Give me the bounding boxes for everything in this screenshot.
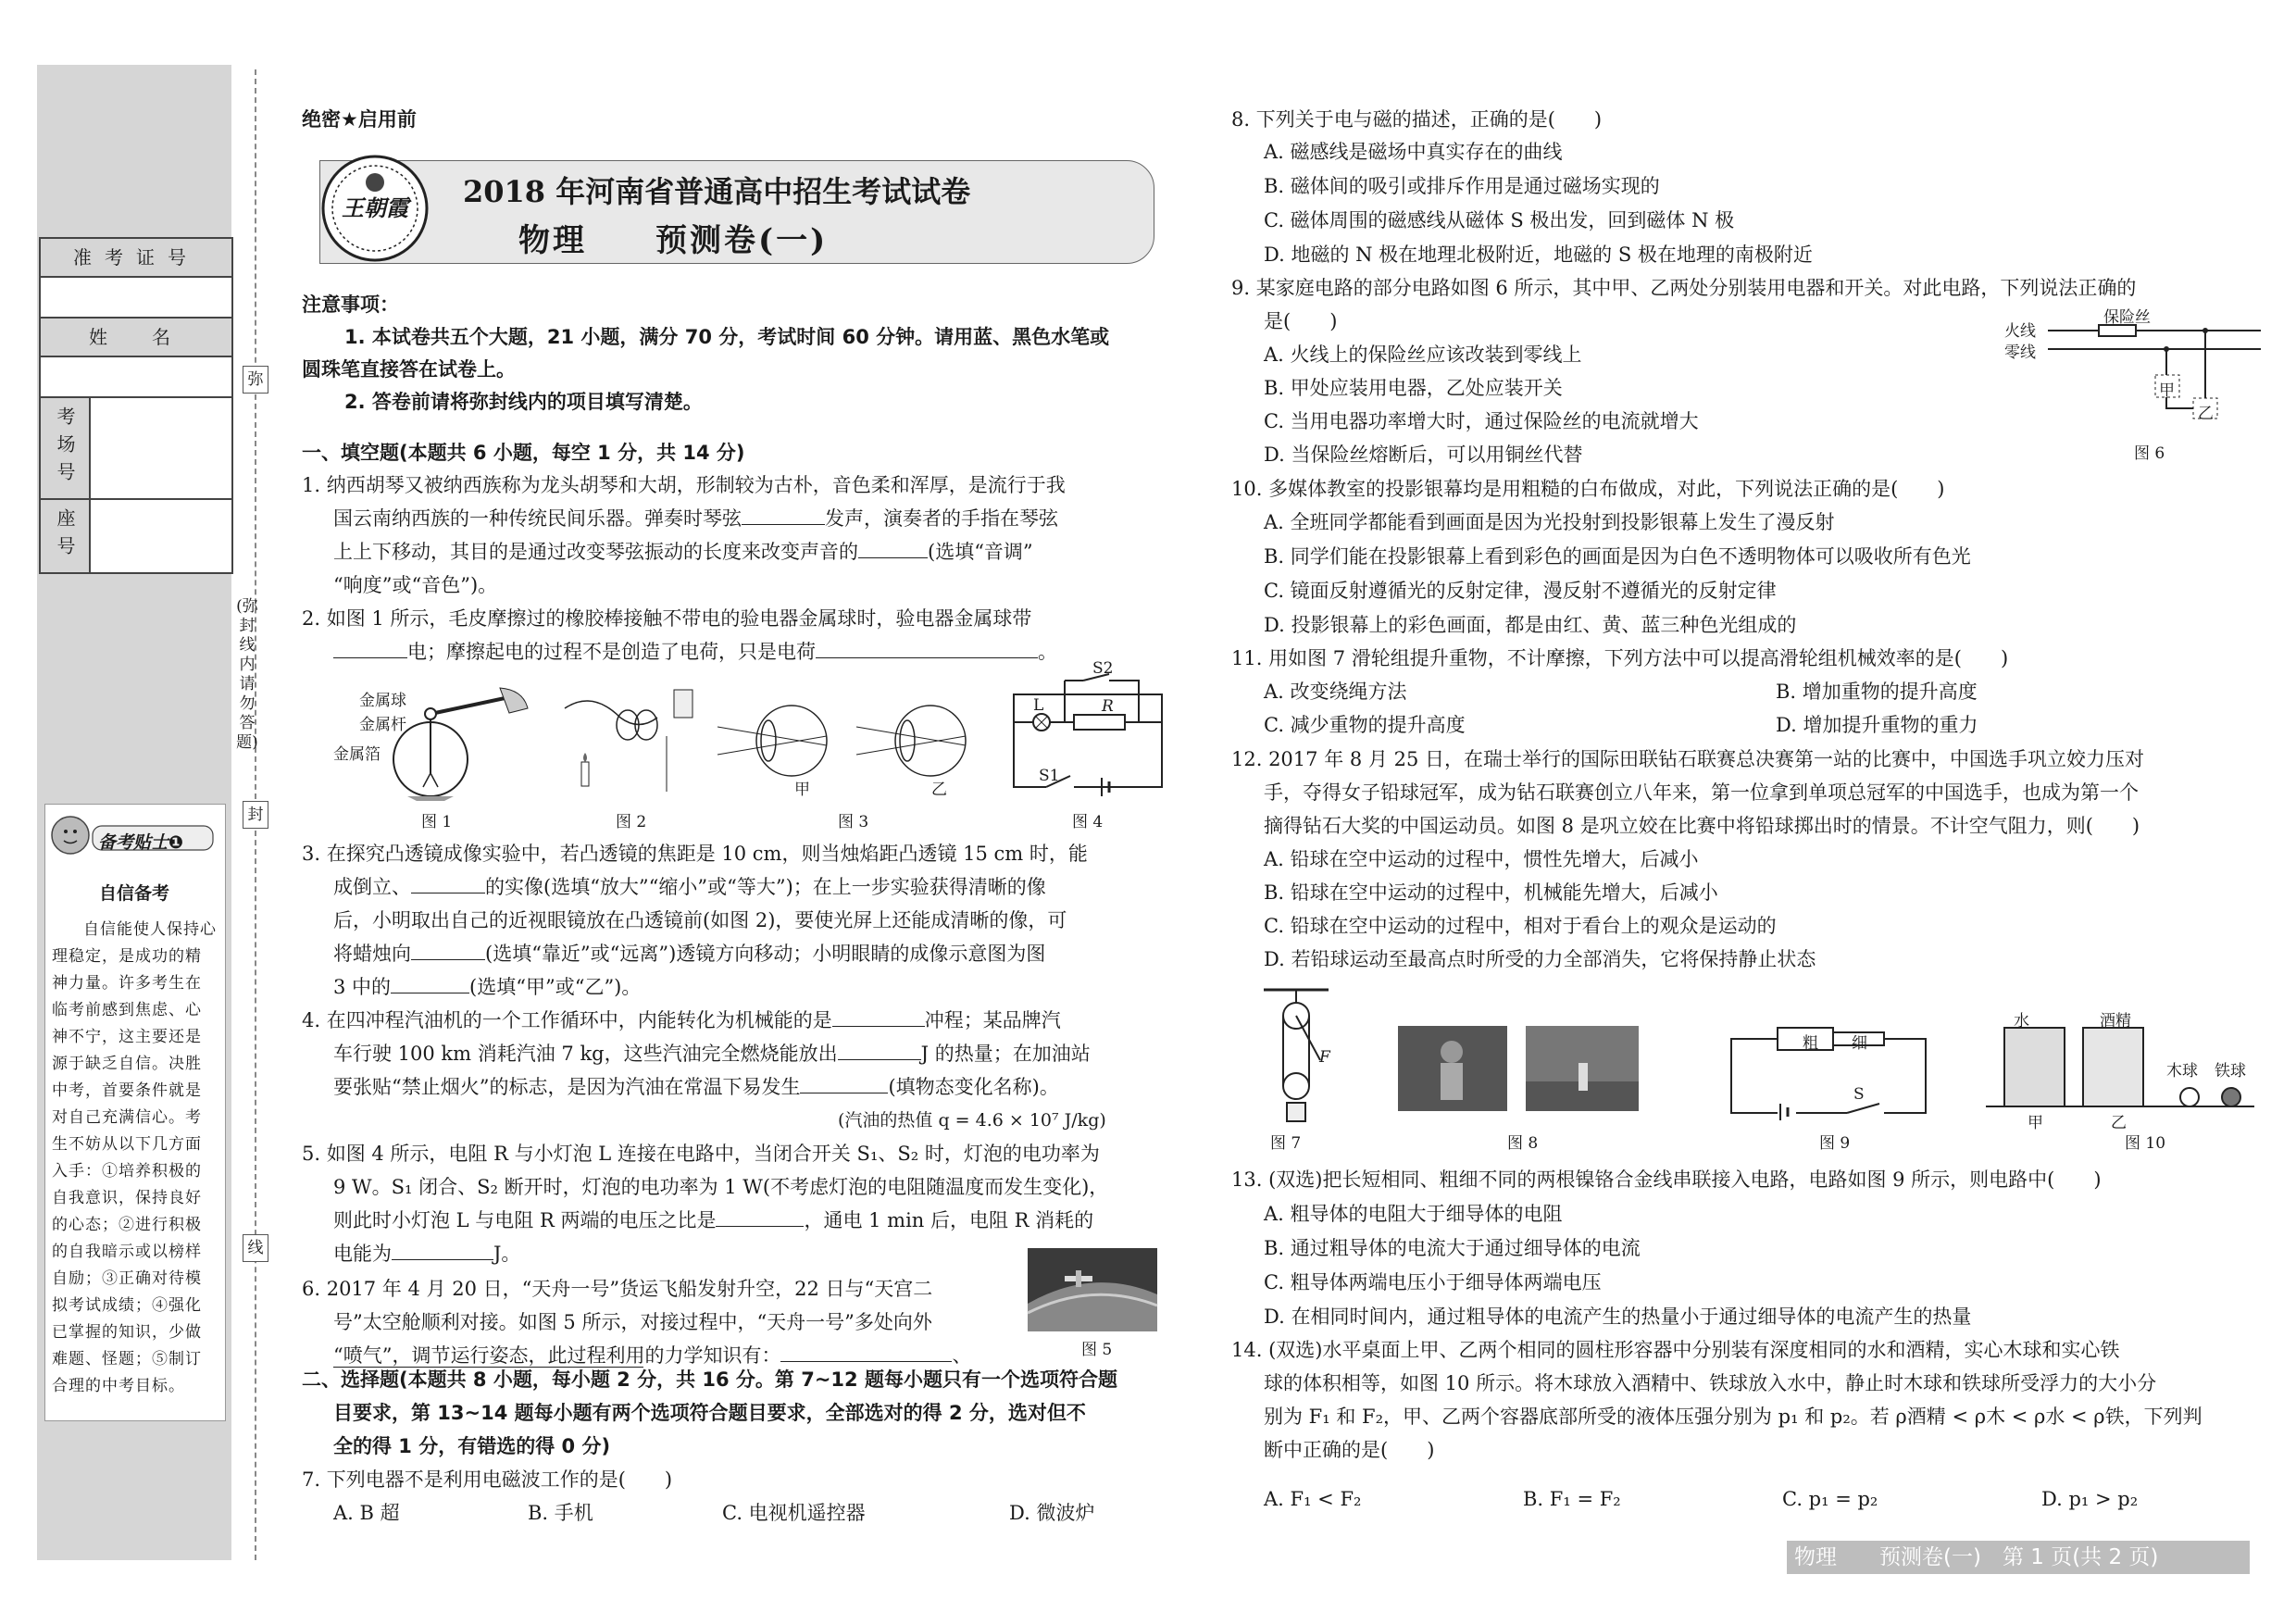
logo-text: 王朝霞 — [342, 195, 408, 221]
answer-blank[interactable] — [333, 639, 407, 658]
figure-2-lens-glasses — [555, 681, 704, 801]
section2-line1: 二、选择题(本题共 8 小题，每小题 2 分，共 16 分。第 7~12 题每小题只有一个选项符合题 — [302, 1368, 1117, 1391]
fig7-caption: 图 7 — [1270, 1134, 1302, 1153]
fig1-caption: 图 1 — [421, 813, 453, 831]
fig10-label-water: 水 — [2014, 1012, 2029, 1031]
answer-blank[interactable] — [816, 639, 1038, 658]
q10-option-d[interactable]: D. 投影银幕上的彩色画面，都是由红、黄、蓝三种色光组成的 — [1264, 614, 1797, 636]
fig10-label-jia: 甲 — [2028, 1114, 2043, 1132]
footer-text: 物理 预测卷(一) 第 1 页(共 2 页) — [1794, 1545, 2159, 1569]
notice-line-3: 2. 答卷前请将弥封线内的项目填写清楚。 — [344, 391, 703, 413]
q11-option-b[interactable]: B. 增加重物的提升高度 — [1776, 681, 1978, 703]
q8-stem: 8. 下列关于电与磁的描述，正确的是( ) — [1231, 108, 1603, 131]
q12-line3: 摘得钻石大奖的中国运动员。如图 8 是巩立姣在比赛中将铅球掷出时的情景。不计空气阻力，则( ) — [1264, 815, 2140, 837]
q10-option-b[interactable]: B. 同学们能在投影银幕上看到彩色的画面是因为白色不透明物体可以吸收所有色光 — [1264, 545, 1971, 568]
figure-9-wire-circuit — [1727, 1018, 1930, 1120]
fig2-caption: 图 2 — [616, 813, 647, 831]
fig9-label-thin: 细 — [1852, 1034, 1867, 1053]
q14-option-b[interactable]: B. F₁ = F₂ — [1523, 1488, 1621, 1510]
fig6-caption: 图 6 — [2134, 444, 2165, 463]
figure-6-household-circuit — [2048, 310, 2261, 435]
q7-option-d[interactable]: D. 微波炉 — [1009, 1502, 1095, 1524]
answer-blank[interactable] — [800, 1074, 888, 1093]
fig9-label-S: S — [1853, 1085, 1865, 1104]
q1-line2: 国云南纳西族的一种传统民间乐器。弹奏时琴弦 发声，演奏者的手指在琴弦 — [333, 507, 1058, 530]
page-footer — [1787, 1541, 2250, 1574]
q5-line3: 则此时小灯泡 L 与电阻 R 两端的电压之比是 ，通电 1 min 后，电阻 R 消耗的 — [333, 1209, 1094, 1231]
q10-stem: 10. 多媒体教室的投影银幕均是用粗糙的白布做成，对此，下列说法正确的是( ) — [1231, 478, 1945, 500]
name-label: 姓 名 — [41, 319, 231, 357]
fig6-label-fuse: 保险丝 — [2103, 308, 2151, 327]
fig9-label-thick: 粗 — [1803, 1034, 1818, 1053]
q5-line4: 电能为 J。 — [333, 1243, 521, 1265]
fig9-caption: 图 9 — [1819, 1134, 1851, 1153]
q4-line1: 4. 在四冲程汽油机的一个工作循环中，内能转化为机械能的是 冲程；某品牌汽 — [302, 1009, 1061, 1031]
q3-line2: 成倒立、 的实像(选填“放大”“缩小”或“等大”)；在上一步实验获得清晰的像 — [333, 876, 1046, 898]
q14-option-d[interactable]: D. p₁ > p₂ — [2041, 1488, 2139, 1510]
room-label: 考场号 — [41, 398, 91, 498]
section2-line2: 目要求，第 13~14 题每小题有两个选项符合题目要求，全部选对的得 2 分，选对但不 — [333, 1402, 1086, 1424]
fig10-label-alcohol: 酒精 — [2100, 1012, 2131, 1031]
q9-option-c[interactable]: C. 当用电器功率增大时，通过保险丝的电流就增大 — [1264, 410, 1699, 432]
fig3-label-jia: 甲 — [794, 781, 810, 799]
q13-option-a[interactable]: A. 粗导体的电阻大于细导体的电阻 — [1264, 1203, 1563, 1225]
subject-title: 物理 预测卷(一) — [518, 222, 829, 259]
fig8-caption: 图 8 — [1507, 1134, 1539, 1153]
q7-option-a[interactable]: A. B 超 — [333, 1502, 400, 1524]
q7-option-b[interactable]: B. 手机 — [528, 1502, 593, 1524]
notice-title: 注意事项： — [302, 294, 399, 316]
figure-3-eye-diagrams — [718, 690, 995, 792]
tip-banner-label: 备考贴士❶ — [98, 832, 184, 853]
q12-option-d[interactable]: D. 若铅球运动至最高点时所受的力全部消失，它将保持静止状态 — [1264, 948, 1816, 970]
q3-line4: 将蜡烛向 (选填“靠近”或“远离”)透镜方向移动；小明眼睛的成像示意图为图 — [333, 943, 1046, 965]
answer-blank[interactable] — [780, 1343, 952, 1362]
q10-option-c[interactable]: C. 镜面反射遵循光的反射定律，漫反射不遵循光的反射定律 — [1264, 580, 1777, 602]
answer-blank[interactable] — [858, 539, 928, 558]
q13-stem: 13. (双选)把长短相同、粗细不同的两根镍铬合金线串联接入电路，电路如图 9 所示，则电路中( ) — [1231, 1168, 2102, 1191]
answer-blank[interactable] — [391, 974, 469, 993]
fig6-label-yi: 乙 — [2198, 405, 2214, 423]
q8-option-d[interactable]: D. 地磁的 N 极在地理北极附近，地磁的 S 极在地理的南极附近 — [1264, 244, 1813, 266]
q6-line1: 6. 2017 年 4 月 20 日，“天舟一号”货运飞船发射升空，22 日与“天宫二 — [302, 1278, 933, 1300]
fig1-label-rod: 金属杆 — [359, 716, 406, 734]
q13-option-c[interactable]: C. 粗导体两端电压小于细导体两端电压 — [1264, 1271, 1602, 1293]
q14-line1: 14. (双选)水平桌面上甲、乙两个相同的圆柱形容器中分别装有深度相同的水和酒精，实心木球和实心铁 — [1231, 1339, 2120, 1361]
fig6-label-jia: 甲 — [2159, 381, 2175, 400]
section1-heading: 一、填空题(本题共 6 小题，每空 1 分，共 14 分) — [302, 442, 745, 464]
q6-line3: “喷气”，调节运行姿态，此过程利用的力学知识有： 、 — [333, 1344, 972, 1367]
figure-4-circuit — [1009, 667, 1171, 796]
seal-char-feng: 封 — [243, 801, 268, 829]
q7-stem: 7. 下列电器不是利用电磁波工作的是( ) — [302, 1468, 673, 1491]
candidate-info-box — [39, 237, 233, 574]
room-field[interactable] — [91, 398, 231, 498]
q9-stem-line2: 是( ) — [1264, 310, 1338, 332]
q14-option-c[interactable]: C. p₁ = p₂ — [1782, 1488, 1878, 1510]
name-field[interactable] — [41, 357, 231, 398]
q2-line2: 电；摩擦起电的过程不是创造了电荷，只是电荷 。 — [333, 639, 1057, 665]
q12-option-a[interactable]: A. 铅球在空中运动的过程中，惯性先增大，后减小 — [1264, 848, 1699, 870]
seat-label: 座号 — [41, 500, 91, 572]
fig5-caption: 图 5 — [1081, 1341, 1113, 1359]
q12-option-b[interactable]: B. 铅球在空中运动的过程中，机械能先增大，后减小 — [1264, 881, 1718, 904]
q3-line1: 3. 在探究凸透镜成像实验中，若凸透镜的焦距是 10 cm，则当烛焰距凸透镜 15 cm 时，能 — [302, 843, 1088, 865]
seat-field[interactable] — [91, 500, 231, 572]
q3-line5: 3 中的 (选填“甲”或“乙”)。 — [333, 976, 642, 998]
fig6-label-zero-line: 零线 — [2004, 344, 2036, 362]
q13-option-b[interactable]: B. 通过粗导体的电流大于通过细导体的电流 — [1264, 1237, 1641, 1259]
q11-option-d[interactable]: D. 增加提升重物的重力 — [1776, 714, 1978, 736]
answer-blank[interactable] — [392, 1241, 493, 1260]
q1-line4: “响度”或“音色”)。 — [333, 574, 498, 596]
fig4-label-R: R — [1102, 697, 1114, 716]
seal-char-mi: 弥 — [243, 366, 268, 394]
q2-line1: 2. 如图 1 所示，毛皮摩擦过的橡胶棒接触不带电的验电器金属球时，验电器金属球带 — [302, 607, 1032, 630]
q12-option-c[interactable]: C. 铅球在空中运动的过程中，相对于看台上的观众是运动的 — [1264, 915, 1777, 937]
notice-line-1: 1. 本试卷共五个大题，21 小题，满分 70 分，考试时间 60 分钟。请用蓝、黑色水笔或 — [344, 326, 1110, 348]
q12-line2: 手，夺得女子铅球冠军，成为钻石联赛创立八年来，第一位拿到单项总冠军的中国选手，也成为第一个 — [1264, 781, 2139, 804]
q14-option-a[interactable]: A. F₁ < F₂ — [1264, 1488, 1362, 1510]
q5-line1: 5. 如图 4 所示，电阻 R 与小灯泡 L 连接在电路中，当闭合开关 S₁、S₂ 时，灯泡的电功率为 — [302, 1143, 1100, 1165]
secret-label: 绝密★启用前 — [302, 108, 417, 131]
q9-option-a[interactable]: A. 火线上的保险丝应该改装到零线上 — [1264, 344, 1582, 366]
q4-line3: 要张贴“禁止烟火”的标志，是因为汽油在常温下易发生 (填物态变化名称)。 — [333, 1076, 1059, 1098]
q7-option-c[interactable]: C. 电视机遥控器 — [722, 1502, 866, 1524]
q9-stem-line1: 9. 某家庭电路的部分电路如图 6 所示，其中甲、乙两处分别装用电器和开关。对此电路，下列说法正确的 — [1231, 277, 2137, 299]
q14-line3: 别为 F₁ 和 F₂，甲、乙两个容器底部所受的液体压强分别为 p₁ 和 p₂。若 ρ酒精 < ρ木 < ρ水 < ρ铁，下列判 — [1264, 1406, 2202, 1428]
q14-line4: 断中正确的是( ) — [1264, 1439, 1435, 1461]
q13-option-d[interactable]: D. 在相同时间内，通过粗导体的电流产生的热量小于通过细导体的电流产生的热量 — [1264, 1306, 1972, 1328]
answer-blank[interactable] — [411, 941, 485, 960]
fig10-label-yi: 乙 — [2111, 1114, 2127, 1132]
answer-blank[interactable] — [742, 506, 825, 525]
q11-stem: 11. 用如图 7 滑轮组提升重物，不计摩擦，下列方法中可以提高滑轮组机械效率的是( ) — [1231, 647, 2009, 669]
fig10-label-iron: 铁球 — [2215, 1062, 2246, 1081]
answer-blank[interactable] — [411, 874, 485, 893]
seal-note: (弥封线内请勿答题) — [236, 597, 258, 752]
fig7-label-F: F — [1319, 1048, 1330, 1067]
q11-option-a[interactable]: A. 改变绕绳方法 — [1264, 681, 1407, 703]
exam-number-field[interactable] — [41, 278, 231, 319]
q8-option-b[interactable]: B. 磁体间的吸引或排斥作用是通过磁场实现的 — [1264, 175, 1660, 197]
fig1-label-ball: 金属球 — [359, 692, 406, 710]
fig10-label-wood: 木球 — [2166, 1062, 2198, 1081]
q8-option-a[interactable]: A. 磁感线是磁场中真实存在的曲线 — [1264, 141, 1563, 163]
notice-line-2: 圆珠笔直接答在试卷上。 — [302, 358, 516, 381]
figure-8-shotput-photos — [1398, 1026, 1639, 1111]
tip-title: 自信备考 — [98, 883, 169, 904]
fig4-caption: 图 4 — [1072, 813, 1104, 831]
fig4-label-S2: S2 — [1092, 659, 1114, 678]
q1-line3: 上上下移动，其目的是通过改变琴弦振动的长度来改变声音的 (选填“音调” — [333, 541, 1033, 563]
q1-line1: 1. 纳西胡琴又被纳西族称为龙头胡琴和大胡，形制较为古朴，音色柔和浑厚，是流行于我 — [302, 474, 1066, 496]
q6-line2: 号”太空舱顺利对接。如图 5 所示，对接过程中，“天舟一号”多处向外 — [333, 1311, 932, 1333]
q10-option-a[interactable]: A. 全班同学都能看到画面是因为光投射到投影银幕上发生了漫反射 — [1264, 511, 1835, 533]
fig3-label-yi: 乙 — [931, 781, 947, 799]
exam-number-label: 准考证号 — [41, 239, 231, 278]
exam-title: 2018 年河南省普通高中招生考试试卷 — [463, 174, 971, 209]
q4-line4: (汽油的热值 q = 4.6 × 10⁷ J/kg) — [838, 1110, 1106, 1131]
answer-blank[interactable] — [838, 1041, 921, 1060]
fig6-label-fire-line: 火线 — [2004, 322, 2036, 341]
fig1-label-foil: 金属箔 — [333, 745, 381, 764]
q12-line1: 12. 2017 年 8 月 25 日，在瑞士举行的国际田联钻石联赛总决赛第一站的比赛中，中国选手巩立姣力压对 — [1231, 748, 2144, 770]
answer-blank[interactable] — [716, 1207, 804, 1227]
q9-option-d[interactable]: D. 当保险丝熔断后，可以用铜丝代替 — [1264, 444, 1583, 466]
q3-line3: 后，小明取出自己的近视眼镜放在凸透镜前(如图 2)，要使光屏上还能成清晰的像，可 — [333, 909, 1067, 931]
q9-option-b[interactable]: B. 甲处应装用电器，乙处应装开关 — [1264, 377, 1563, 399]
q14-line2: 球的体积相等，如图 10 所示。将木球放入酒精中、铁球放入水中，静止时木球和铁球所受浮力的大小分 — [1264, 1372, 2157, 1394]
fig10-caption: 图 10 — [2125, 1134, 2166, 1153]
q5-line2: 9 W。S₁ 闭合、S₂ 断开时，灯泡的电功率为 1 W(不考虑灯泡的电阻随温度而发生变化)， — [333, 1176, 1109, 1198]
fig4-label-S1: S1 — [1039, 767, 1060, 785]
seal-char-xian: 线 — [243, 1234, 268, 1262]
section2-line3: 全的得 1 分，有错选的得 0 分) — [333, 1435, 611, 1457]
tip-text: 自信能使人保持心理稳定，是成功的精神力量。许多考生在临考前感到焦虑、心神不宁，这主要还是源于缺乏自信。决胜中考，首要条件就是对自己充满信心。考生不妨从以下几方面入手：①培养积极的自我意识，保持良好的心态；②进行积极的自我暗示或以榜样自励；③正确对待模拟考试成绩；④强化已掌握的知识，少做难题、怪题；⑤制订合理的中考目标。 — [52, 920, 217, 1395]
figure-5-spacecraft-photo — [1028, 1248, 1157, 1331]
q8-option-c[interactable]: C. 磁体周围的磁感线从磁体 S 极出发，回到磁体 N 极 — [1264, 209, 1735, 231]
q11-option-c[interactable]: C. 减少重物的提升高度 — [1264, 714, 1466, 736]
fig3-caption: 图 3 — [838, 813, 869, 831]
answer-blank[interactable] — [832, 1007, 925, 1027]
q4-line2: 车行驶 100 km 消耗汽油 7 kg，这些汽油完全燃烧能放出 J 的热量；在加油站 — [333, 1043, 1091, 1065]
fig4-label-L: L — [1033, 696, 1044, 715]
